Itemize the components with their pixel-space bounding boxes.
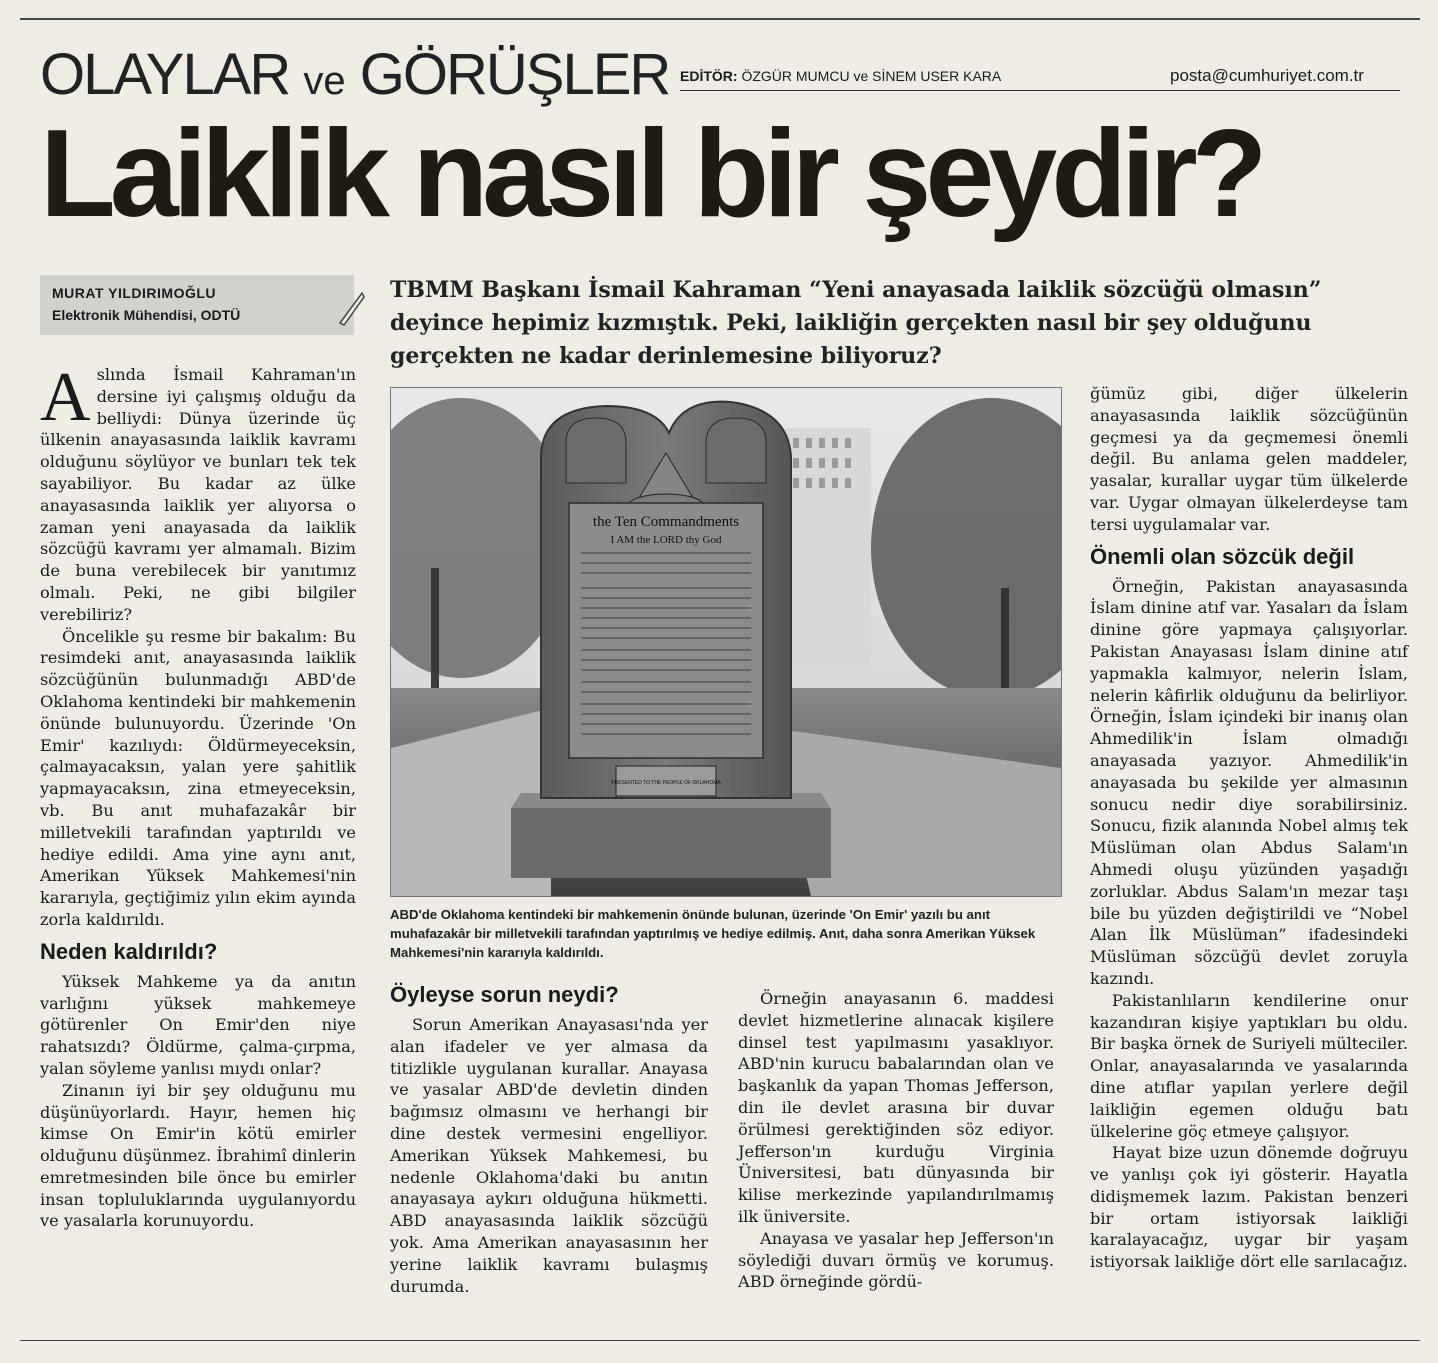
contact-email[interactable]: posta@cumhuriyet.com.tr	[1170, 66, 1364, 85]
section-title-olaylar: OLAYLAR	[40, 42, 290, 107]
photo-caption: ABD'de Oklahoma kentindeki bir mahkemenin önünde bulunan, üzerinde 'On Emir' yazılı bu anıt muhafazakâr bir milletvekili tarafından yaptırılmış ve hediye edilmiş. Anıt, daha sonra Amerikan Yüksek Mahkemesi'nin kararıyla kaldırıldı.	[390, 907, 1036, 960]
paragraph	[40, 359, 356, 626]
byline-box	[40, 275, 354, 335]
photo-plaque-text: PRESENTED TO THE PEOPLE OF OKLAHOMA	[611, 780, 721, 786]
paragraph: Örneğin, Pakistan anayasasında İslam dinine atıf var. Yasaları da İslam dinine göre yapmaya çalışıyorlar. Pakistan Anayasası İslam dinine atıf yapmakla kalmıyor, nelerin İslam, nelerin kâfirlik olduğunu da belirliyor. Örneğin, İslam içindeki bir inanış olan Ahmedilik'in İslam olmadığı anayasada yazıyor. Ahmedilik'in anayasada bu şekilde yer almasının sonucu nedir diye sorabilirsiniz. Sonucu, fizik alanında Nobel almış tek Müslüman olan Abdus Salam'ın Ahmedi oluşu yüzünden yaşadığı zorluklar. Abdus Salam'ın mezar taşı bile bu yüzden değiştirildi ve “Nobel Alan İlk Müslüman” ifadesindeki Müslüman sözcüğü devlet zoruyla kazındı.	[1090, 576, 1408, 988]
editor-credit	[680, 68, 1001, 84]
subheading: Önemli olan sözcük değil	[1090, 543, 1355, 569]
paragraph: Sorun Amerikan Anayasası'nda yer alan ifadeler ve yer almasa da titizlikle uygulanan kurallar. Anayasa ve yasalar ABD'de devletin dinden bağımsız olmasını ve herhangi bir dine destek vermesini engelliyor. Amerikan Yüksek Mahkemesi, bu nedenle Oklahoma'daki bu anıtın anayasaya aykırı olduğuna hükmetti. ABD anayasasında laiklik sözcüğü yok. Ama Amerikan anayasasının her yerine laiklik kavramı bulaşmış durumda.	[390, 1015, 708, 1296]
bottom-rule	[20, 1340, 1420, 1341]
lead-paragraph: TBMM Başkanı İsmail Kahraman “Yeni anayasada laiklik sözcüğü olmasın” deyince hepimiz kızmıştık. Peki, laikliğin gerçekten nasıl bir şey olduğunu gerçekten ne kadar derinlemesine biliyoruz?	[390, 277, 1322, 369]
column-4	[1090, 383, 1408, 1273]
author-title: Elektronik Mühendisi, ODTÜ	[52, 307, 241, 323]
paragraph: Yüksek Mahkeme ya da anıtın varlığını yüksek mahkemeye götürenler On Emir'den niye rahatsızdı? Öldürme, çalma-çırpma, yalan söyleme yanlısı mıydı onlar?	[40, 971, 356, 1078]
column-3	[738, 988, 1054, 1293]
paragraph: Örneğin anayasanın 6. maddesi devlet hizmetlerine alınacak kişilere dinsel test yapılmasını yasaklıyor. ABD'nin kurucu babalarından olan ve başkanlık da yapan Thomas Jefferson, din ile devlet arasına bir duvar örülmesi gerektiğinden söz ediyor. Jefferson'ın kurduğu Virginia Üniversitesi, batı dünyasında bir kilise merkezinde yapılandırılmamış ilk üniversite.	[738, 989, 1054, 1226]
editor-names: ÖZGÜR MUMCU ve SİNEM USER KARA	[741, 68, 1002, 84]
pen-icon	[336, 289, 366, 327]
news-photo	[390, 387, 1062, 897]
author-name: MURAT YILDIRIMOĞLU	[52, 285, 217, 301]
subheading: Neden kaldırıldı?	[40, 938, 218, 964]
section-title-ve: ve	[303, 59, 346, 103]
column-1	[40, 359, 356, 1232]
headline: Laiklik nasıl bir şeydir?	[40, 105, 1262, 243]
paragraph: Zinanın iyi bir şey olduğunu mu düşünüyorlardı. Hayır, hemen hiç kimse On Emir'in kötü emirler olduğunu düşünmez. İbrahimî dinlerin emretmesinden bile önce bu emirler insan topluluklarında uygulanıyordu ve yasalarla korunuyordu.	[40, 1080, 356, 1231]
paragraph: Öncelikle şu resme bir bakalım: Bu resimdeki anıt, anayasasında laiklik sözcüğünün bulunmadığı ABD'de Oklahoma kentindeki bir mahkemenin önünde bulunuyordu. Üzerinde 'On Emir' kazılıydı: Öldürmeyeceksin, çalmayacaksın, yalan yere şahitlik yapmayacaksın, zina etmeyeceksin, vb. Bu anıt muhafazakâr bir milletvekili tarafından yaptırıldı ve hediye edildi. Ama yine aynı anıt, Amerikan Yüksek Mahkemesi'nin kararıyla, geçtiğimiz yılın ekim ayında zorla kaldırıldı.	[40, 626, 356, 929]
subheading: Öyleyse sorun neydi?	[390, 982, 619, 1007]
section-title-gorusler: GÖRÜŞLER	[359, 42, 670, 107]
column-2	[390, 982, 708, 1297]
section-title	[40, 44, 669, 112]
paragraph: ğümüz gibi, diğer ülkelerin anayasasında laiklik sözcüğünün geçmesi ya da geçmemesi önemli değil. Bu anlama gelen maddeler, yasalar, kurallar uygar tüm ülkelerde var. Uygar olmayan ülkelerdeyse tam tersi uygulamalar var.	[1090, 384, 1408, 534]
paragraph: Anayasa ve yasalar hep Jefferson'ın söylediği duvarı örmüş ve korumuş. ABD örneğinde gördü-	[738, 1228, 1054, 1292]
drop-cap: A	[40, 359, 91, 436]
paragraph: Hayat bize uzun dönemde doğruyu ve yanlışı çok iyi gösterir. Hayatla didişmemek lazım. Pakistan benzeri bir ortam istiyorsak laikliği karalayacağız, uygar bir yaşam istiyorsak laikliğe dört elle sarılacağız.	[1090, 1143, 1408, 1272]
paragraph-text: slında İsmail Kahraman'ın dersine iyi çalışmış olduğu da belliydi: Dünya üzerinde üç ülkenin anayasasında laiklik kavramı olduğunu söylüyor ve bunları tek tek sayabiliyor. Bu kadar az ülke anayasasında laiklik yer alıyorsa o zaman yeni anayasada da laiklik sözcüğü kavramı yer almamalı. Bizim de buna verebilecek bir yanıtımız olmalı. Peki, ne gibi bilgiler verebiliriz?	[40, 365, 356, 624]
editor-rule	[680, 90, 1400, 91]
photo-line-text: I AM the LORD thy God	[610, 534, 722, 546]
ten-commandments-monument-icon	[391, 388, 1061, 896]
paragraph: Pakistanlıların kendilerine onur kazandıran kişiye yaptıkları bu oldu. Bir başka örnek de Suriyeli mülteciler. Onlar, anayasalarında ve yasalarında dine atıflar yapılan yerlere değil laikliğin egemen olduğu batı ülkelerine göç etmeye çalışıyor.	[1090, 990, 1408, 1141]
editor-label: EDİTÖR:	[680, 68, 738, 84]
photo-header-text: the Ten Commandments	[592, 514, 740, 530]
top-rule	[20, 18, 1420, 20]
